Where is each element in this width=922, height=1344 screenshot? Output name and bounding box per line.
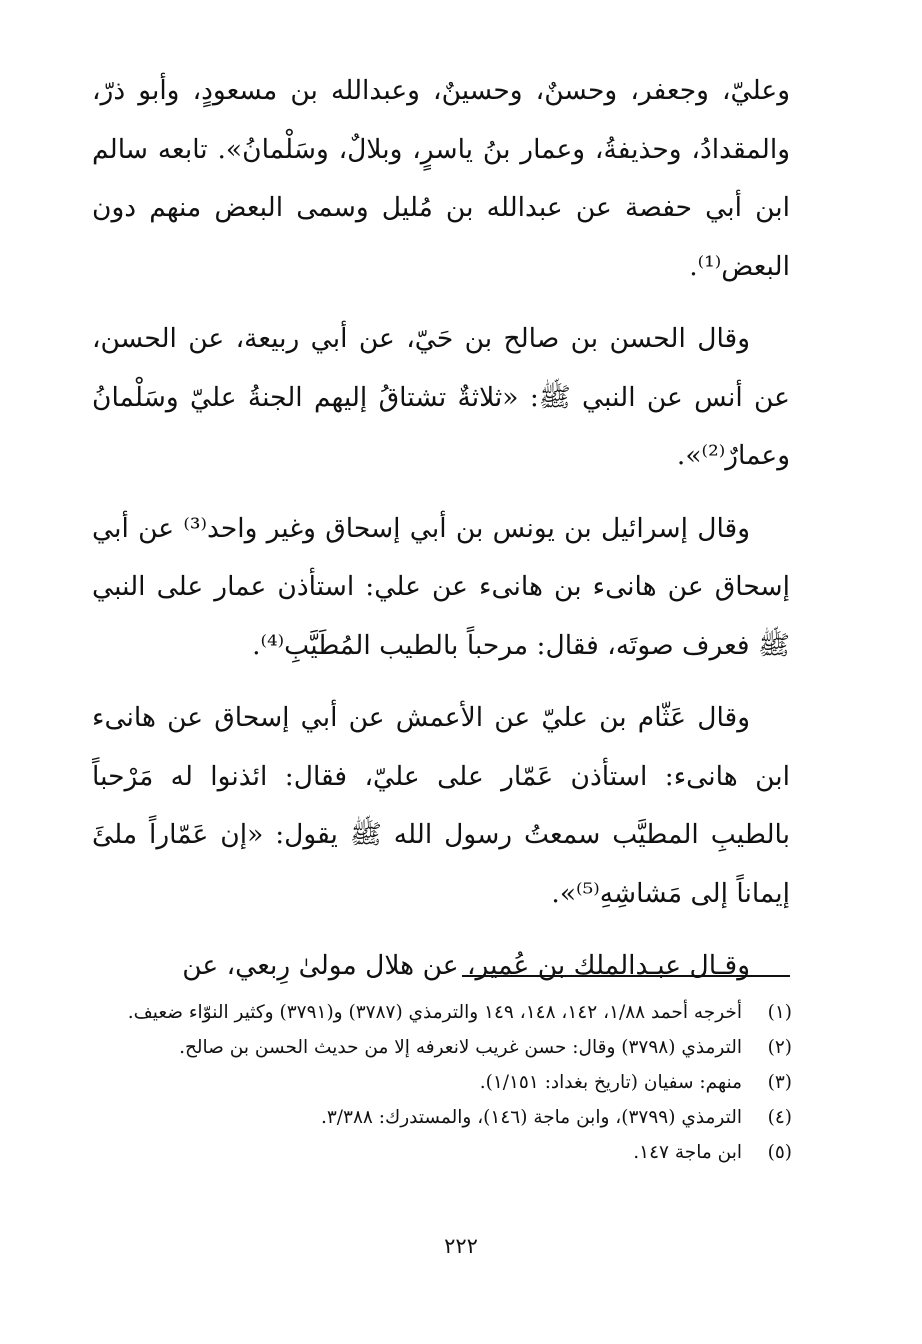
main-text <box>92 62 790 996</box>
footnotes <box>80 996 792 1169</box>
footnote-number: (٢) <box>767 1037 792 1058</box>
footnote <box>80 1031 792 1064</box>
paragraph: وقال عَثّام بن عليّ عن الأعمش عن أبي إسحاق عن هانىء ابن هانىء: استأذن عَمّار على عليّ، فقال: ائذنوا له مَرْحباً بالطيبِ المطيَّب سمعتُ رسول الله ﷺ يقول: «إن عَمّاراً ملئَ إيماناً إلى مَشاشِهِ⁽⁵⁾». <box>92 702 790 909</box>
footnote-divider <box>462 975 790 977</box>
footnote-number: (٤) <box>767 1107 792 1128</box>
paragraph: وقال إسرائيل بن يونس بن أبي إسحاق وغير واحد⁽³⁾ عن أبي إسحاق عن هانىء بن هانىء عن علي: استأذن عمار على النبي ﷺ فعرف صوتَه، فقال: مرحباً بالطيب المُطَيَّبِ⁽⁴⁾. <box>92 512 790 661</box>
paragraph: وقـال عبـدالملك بن عُمير، عن هلال مولىٰ رِبعي، عن <box>182 950 750 981</box>
footnote <box>80 996 792 1029</box>
footnote-text: ابن ماجة ١٤٧. <box>633 1142 742 1163</box>
footnote-text: الترمذي (٣٧٩٨) وقال: حسن غريب لانعرفه إلا من حديث الحسن بن صالح. <box>179 1037 742 1058</box>
footnote-text: الترمذي (٣٧٩٩)، وابن ماجة (١٤٦)، والمستدرك: ٣/٣٨٨. <box>320 1107 742 1128</box>
footnote <box>80 1101 792 1134</box>
footnote-number: (١) <box>767 1002 792 1023</box>
footnote-text: منهم: سفيان (تاريخ بغداد: ١/١٥١). <box>479 1072 742 1093</box>
paragraph: وقال الحسن بن صالح بن حَيّ، عن أبي ربيعة، عن الحسن، عن أنس عن النبي ﷺ: «ثلاثةٌ تشتاقُ إليهم الجنةُ عليّ وسَلْمانُ وعمارٌ⁽²⁾». <box>92 323 790 471</box>
footnote-number: (٣) <box>767 1072 792 1093</box>
footnote-number: (٥) <box>767 1142 792 1163</box>
footnote <box>80 1066 792 1099</box>
page-number: ٢٢٢ <box>444 1234 478 1258</box>
footnote <box>80 1136 792 1169</box>
paragraph: وعليّ، وجعفر، وحسنٌ، وحسينٌ، وعبدالله بن مسعودٍ، وأبو ذرّ، والمقدادُ، وحذيفةُ، وعمار بنُ ياسرٍ، وبلالٌ، وسَلْمانُ». تابعه سالم ابن أبي حفصة عن عبدالله بن مُليل وسمى البعض منهم دون البعض⁽¹⁾. <box>92 75 790 282</box>
footnote-text: أخرجه أحمد ١/٨٨، ١٤٢، ١٤٨، ١٤٩ والترمذي (٣٧٨٧) و(٣٧٩١) وكثير النوّاء ضعيف. <box>127 1002 742 1023</box>
